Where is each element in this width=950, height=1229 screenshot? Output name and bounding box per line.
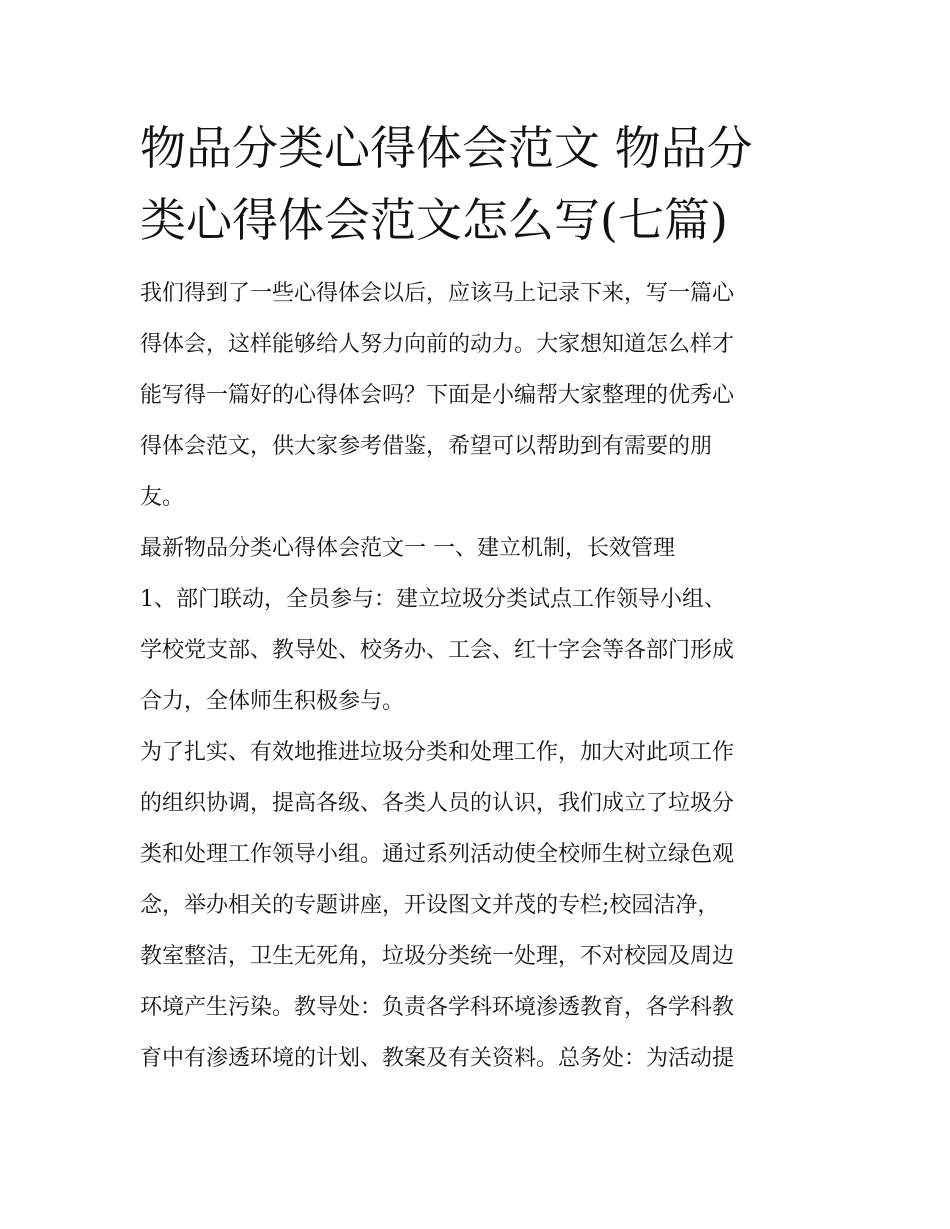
document-body — [140, 268, 812, 1084]
text-line: 念，举办相关的专题讲座，开设图文并茂的专栏;校园洁净， — [140, 893, 720, 918]
text-line: 合力，全体师生积极参与。 — [140, 689, 405, 714]
document-title — [140, 112, 812, 256]
item-1-paragraph — [140, 574, 812, 727]
document-page — [140, 112, 812, 1084]
text-line: 1、部门联动，全员参与：建立垃圾分类试点工作领导小组、 — [140, 587, 726, 612]
body-paragraph — [140, 727, 812, 1084]
title-line: 类心得体会范文怎么写(七篇) — [140, 193, 728, 247]
text-line: 友。 — [140, 485, 185, 510]
text-line: 最新物品分类心得体会范文一 一、建立机制，长效管理 — [140, 536, 675, 561]
text-line: 环境产生污染。教导处：负责各学科环境渗透教育，各学科教 — [140, 995, 735, 1020]
text-line: 育中有渗透环境的计划、教案及有关资料。总务处：为活动提 — [140, 1046, 735, 1071]
text-line: 得体会，这样能够给人努力向前的动力。大家想知道怎么样才 — [140, 332, 735, 357]
text-line: 学校党支部、教导处、校务办、工会、红十字会等各部门形成 — [140, 638, 735, 663]
section-heading-paragraph — [140, 523, 812, 574]
text-line: 类和处理工作领导小组。通过系列活动使全校师生树立绿色观 — [140, 842, 735, 867]
intro-paragraph — [140, 268, 812, 523]
text-line: 为了扎实、有效地推进垃圾分类和处理工作，加大对此项工作 — [140, 740, 735, 765]
text-line: 的组织协调，提高各级、各类人员的认识，我们成立了垃圾分 — [140, 791, 735, 816]
text-line: 得体会范文，供大家参考借鉴，希望可以帮助到有需要的朋 — [140, 434, 713, 459]
text-line: 能写得一篇好的心得体会吗？下面是小编帮大家整理的优秀心 — [140, 383, 735, 408]
title-line: 物品分类心得体会范文 物品分 — [140, 121, 753, 175]
text-line: 我们得到了一些心得体会以后，应该马上记录下来，写一篇心 — [140, 281, 735, 306]
text-line: 教室整洁，卫生无死角，垃圾分类统一处理，不对校园及周边 — [140, 944, 735, 969]
